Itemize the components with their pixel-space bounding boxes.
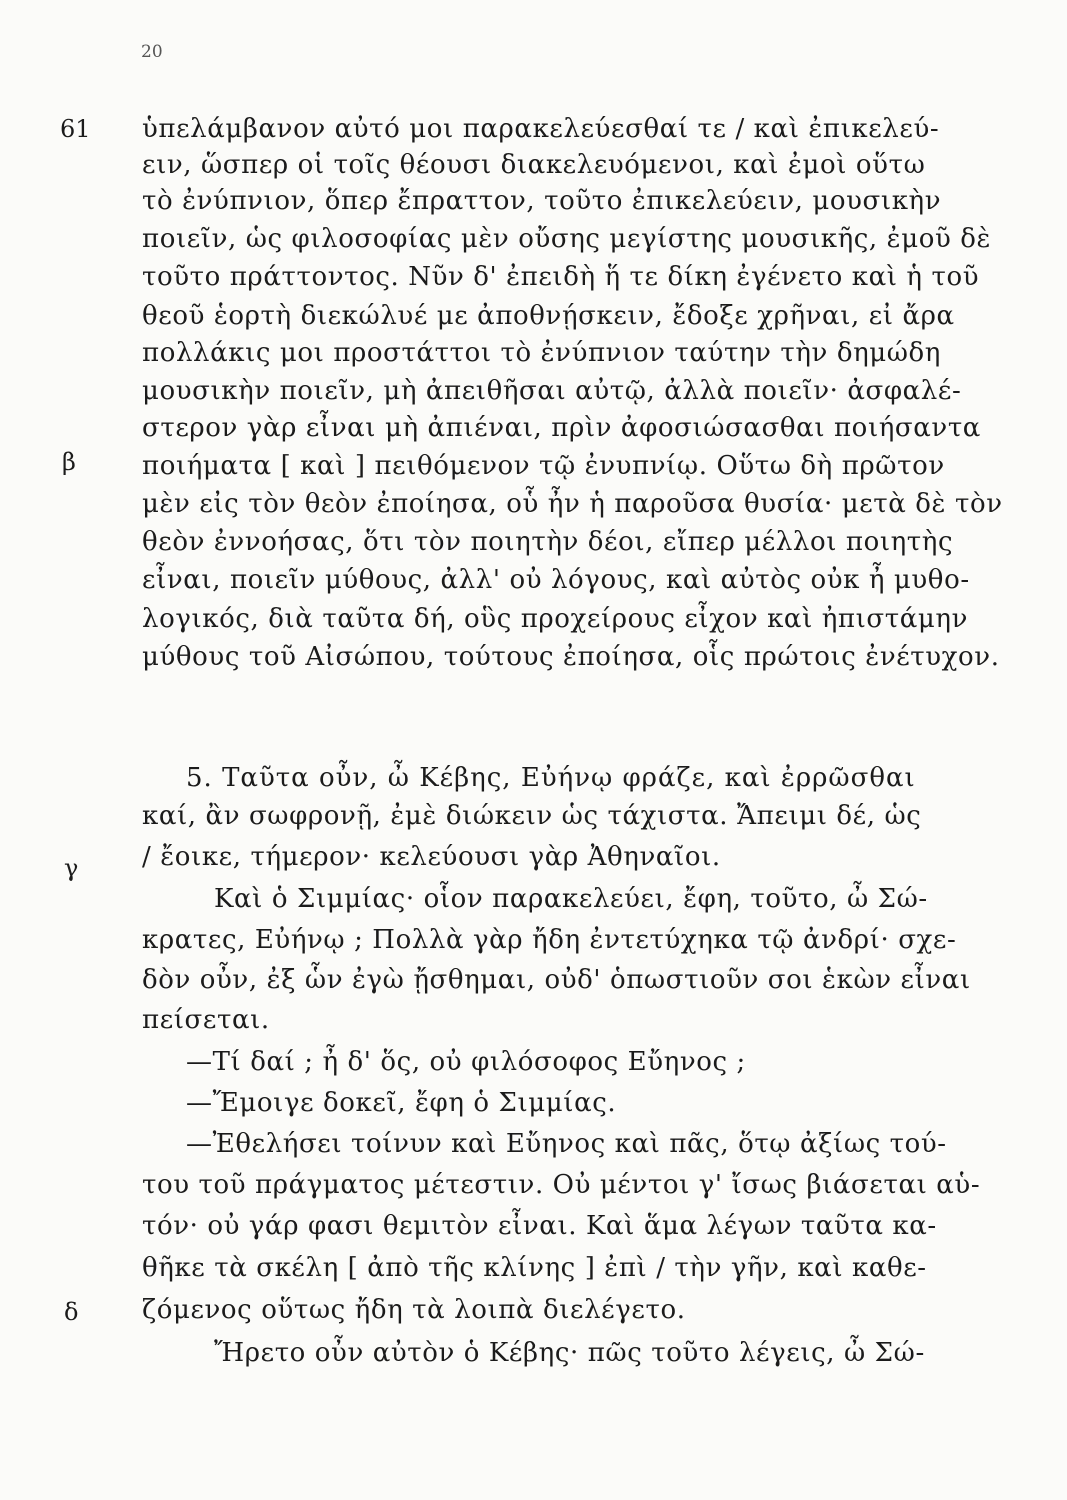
text-line: ειν, ὥσπερ οἱ τοῖς θέουσι διακελευόμενοι, καὶ ἐμοὶ οὕτω <box>142 150 926 180</box>
text-line: ὑπελάμβανον αὐτό μοι παρακελεύεσθαί τε / καὶ ἐπικελεύ- <box>142 114 940 144</box>
text-line: μύθους τοῦ Αἰσώπου, τούτους ἐποίησα, οἷς πρώτοις ἐνέτυχον. <box>142 642 1000 672</box>
text-line: κρατες, Εὐήνῳ ; Πολλὰ γὰρ ἤδη ἐντετύχηκα τῷ ἀνδρί· σχε- <box>142 925 957 955</box>
text-line: τὸ ἐνύπνιον, ὅπερ ἔπραττον, τοῦτο ἐπικελεύειν, μουσικὴν <box>142 186 942 216</box>
text-line: στερον γὰρ εἶναι μὴ ἀπιέναι, πρὶν ἀφοσιώσασθαι ποιήσαντα <box>142 413 981 443</box>
margin-mark-gamma: γ <box>64 854 79 882</box>
text-line: θεοῦ ἑορτὴ διεκώλυέ με ἀποθνῄσκειν, ἔδοξε χρῆναι, εἰ ἄρα <box>142 301 955 331</box>
text-line: ζόμενος οὕτως ἤδη τὰ λοιπὰ διελέγετο. <box>142 1295 686 1325</box>
text-line: θῆκε τὰ σκέλη [ ἀπὸ τῆς κλίνης ] ἐπὶ / τὴν γῆν, καὶ καθε- <box>142 1253 927 1283</box>
text-line: πείσεται. <box>142 1005 270 1035</box>
margin-mark-61: 61 <box>60 115 91 143</box>
text-line: πολλάκις μοι προστάττοι τὸ ἐνύπνιον ταύτην τὴν δημώδη <box>142 338 941 368</box>
text-line: μὲν εἰς τὸν θεὸν ἐποίησα, οὗ ἦν ἡ παροῦσα θυσία· μετὰ δὲ τὸν <box>142 489 1003 519</box>
text-line: μουσικὴν ποιεῖν, μὴ ἀπειθῆσαι αὐτῷ, ἀλλὰ ποιεῖν· ἀσφαλέ- <box>142 376 962 406</box>
text-line: εἶναι, ποιεῖν μύθους, ἀλλ' οὐ λόγους, καὶ αὐτὸς οὐκ ἦ μυθο- <box>142 565 970 595</box>
margin-mark-delta: δ <box>64 1298 79 1326</box>
text-line: Ἤρετο οὖν αὐτὸν ὁ Κέβης· πῶς τοῦτο λέγεις, ὦ Σώ- <box>214 1338 925 1368</box>
text-line: του τοῦ πράγματος μέτεστιν. Οὐ μέντοι γ' ἴσως βιάσεται αὑ- <box>142 1170 981 1200</box>
page-number: 20 <box>141 42 163 62</box>
text-line: Καὶ ὁ Σιμμίας· οἷον παρακελεύει, ἔφη, τοῦτο, ὦ Σώ- <box>214 884 928 914</box>
text-line: τόν· οὐ γάρ φασι θεμιτὸν εἶναι. Καὶ ἅμα λέγων ταῦτα κα- <box>142 1211 937 1241</box>
text-line: —Ἔμοιγε δοκεῖ, ἔφη ὁ Σιμμίας. <box>186 1088 617 1118</box>
text-line: 5. Ταῦτα οὖν, ὦ Κέβης, Εὐήνῳ φράζε, καὶ ἐρρῶσθαι <box>186 763 916 793</box>
text-line: καί, ἂν σωφρονῇ, ἐμὲ διώκειν ὡς τάχιστα. Ἄπειμι δέ, ὡς <box>142 801 922 831</box>
margin-mark-beta: β <box>62 448 76 476</box>
text-line: —Τί δαί ; ἦ δ' ὅς, οὐ φιλόσοφος Εὔηνος ; <box>186 1047 746 1077</box>
text-line: θεὸν ἐννοήσας, ὅτι τὸν ποιητὴν δέοι, εἴπερ μέλλοι ποιητὴς <box>142 527 954 557</box>
text-line: ποιήματα [ καὶ ] πειθόμενον τῷ ἐνυπνίῳ. Οὕτω δὴ πρῶτον <box>142 451 945 481</box>
text-line: δὸν οὖν, ἐξ ὧν ἐγὼ ᾔσθημαι, οὐδ' ὁπωστιοῦν σοι ἑκὼν εἶναι <box>142 965 971 995</box>
text-line: —Ἐθελήσει τοίνυν καὶ Εὔηνος καὶ πᾶς, ὅτῳ ἀξίως τού- <box>186 1129 947 1159</box>
text-line: λογικός, διὰ ταῦτα δή, οὓς προχείρους εἶχον καὶ ἠπιστάμην <box>142 604 968 634</box>
text-line: ποιεῖν, ὡς φιλοσοφίας μὲν οὔσης μεγίστης μουσικῆς, ἐμοῦ δὲ <box>142 224 992 254</box>
text-line: / ἔοικε, τήμερον· κελεύουσι γὰρ Ἀθηναῖοι. <box>142 842 721 872</box>
text-line: τοῦτο πράττοντος. Νῦν δ' ἐπειδὴ ἥ τε δίκη ἐγένετο καὶ ἡ τοῦ <box>142 262 980 292</box>
